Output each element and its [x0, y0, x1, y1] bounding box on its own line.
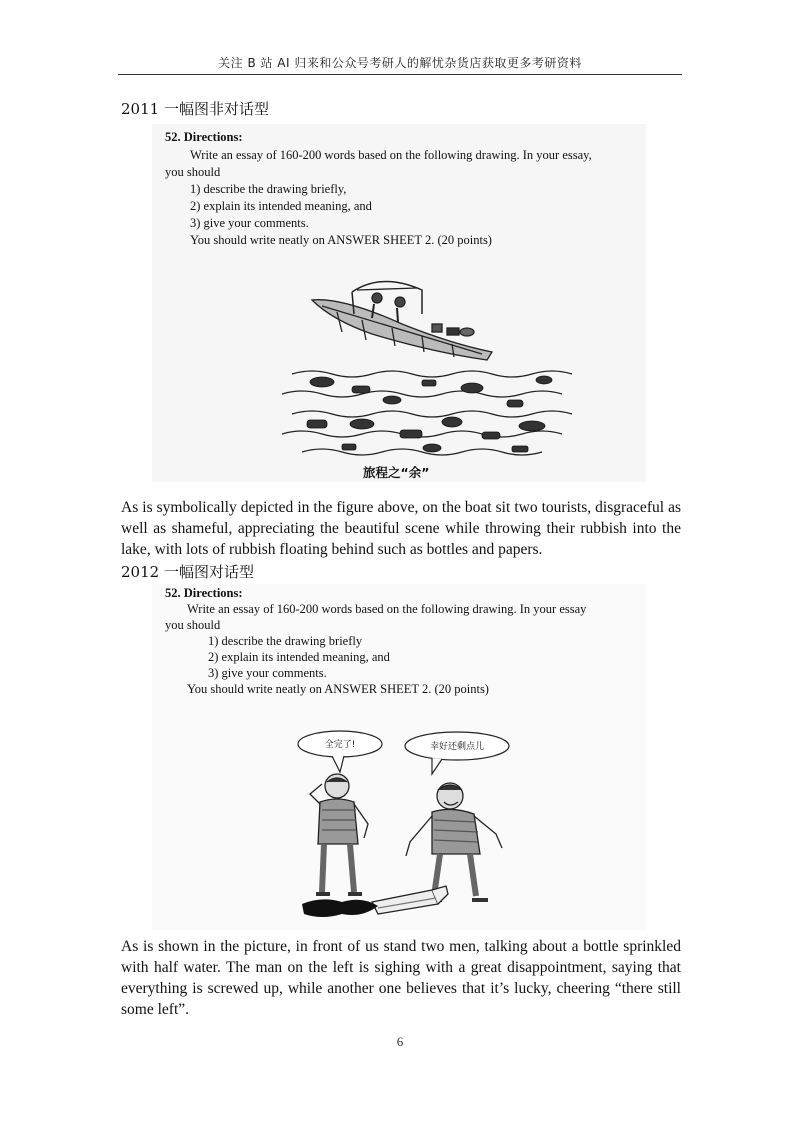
- exam-figure-2011: [152, 124, 646, 482]
- directions-line: 3) give your comments.: [190, 216, 309, 230]
- section-title-2011: 2011 一幅图非对话型: [121, 100, 269, 118]
- two-men-bottle-illustration: [282, 724, 582, 924]
- bubble-right-text: 幸好还剩点儿: [429, 742, 485, 752]
- directions-line: Write an essay of 160-200 words based on the following drawing. In your essay: [187, 602, 587, 616]
- boat-rubbish-illustration: [282, 262, 582, 462]
- directions-line: Write an essay of 160-200 words based on the following drawing. In your essay,: [190, 148, 592, 162]
- paragraph-2011: As is symbolically depicted in the figure above, on the boat sit two tourists, disgraceful as well as shameful, appreciating the beautiful scene while throwing their rubbish into the lake, with lots of rubbish floating behind such as bottles and papers.: [121, 499, 681, 558]
- directions-line: 1) describe the drawing briefly: [208, 634, 363, 648]
- directions-line: 3) give your comments.: [208, 666, 327, 680]
- directions-line: You should write neatly on ANSWER SHEET 2. (20 points): [187, 682, 489, 696]
- directions-line: You should write neatly on ANSWER SHEET 2. (20 points): [190, 233, 492, 247]
- header-divider: [118, 74, 682, 75]
- bubble-left-text: 全完了!: [324, 740, 356, 750]
- directions-line: you should: [165, 165, 221, 179]
- paragraph-2012: As is shown in the picture, in front of us stand two men, talking about a bottle sprinkled with half water. The man on the left is sighing with a great disappointment, saying that everything is screwed up, while another one believes that it’s lucky, cheering “there still some left”.: [121, 938, 681, 1018]
- directions-title: 52. Directions:: [165, 586, 243, 600]
- directions-line: 2) explain its intended meaning, and: [190, 199, 372, 213]
- page-header: 关注 B 站 AI 归来和公众号考研人的解忧杂货店获取更多考研资料: [218, 56, 582, 70]
- directions-line: you should: [165, 618, 221, 632]
- directions-line: 2) explain its intended meaning, and: [208, 650, 390, 664]
- exam-figure-2012: [152, 584, 646, 930]
- page-number: 6: [396, 1034, 404, 1049]
- section-title-2012: 2012 一幅图对话型: [121, 563, 254, 581]
- directions-line: 1) describe the drawing briefly,: [190, 182, 347, 196]
- directions-title: 52. Directions:: [165, 130, 243, 144]
- figure-caption: 旅程之“余”: [363, 465, 430, 480]
